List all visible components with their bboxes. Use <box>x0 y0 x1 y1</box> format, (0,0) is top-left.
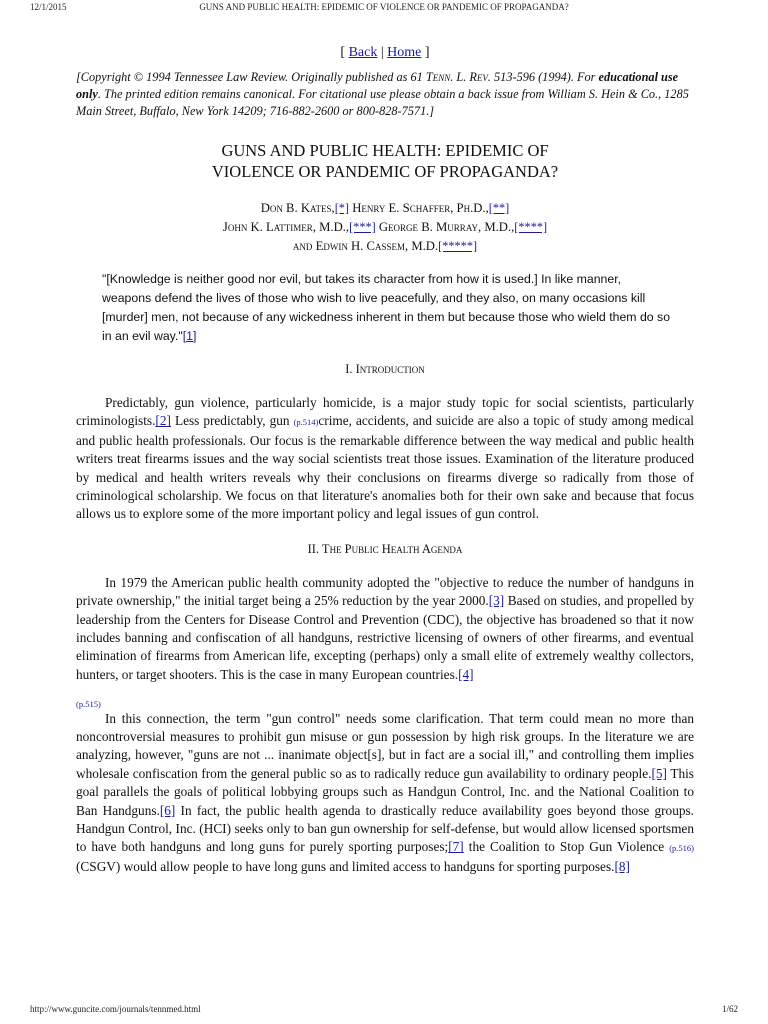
author-list <box>76 199 694 256</box>
article-title-line2: VIOLENCE OR PANDEMIC OF PROPAGANDA? <box>211 162 559 181</box>
epigraph-quote <box>102 270 672 346</box>
back-link[interactable]: Back <box>348 45 378 60</box>
print-header <box>0 2 768 16</box>
footnote-link-7[interactable]: [7] <box>448 839 464 855</box>
page-content <box>76 44 694 890</box>
nav-separator: | <box>377 45 388 60</box>
educational-use-notice: educational use only <box>76 70 679 101</box>
paragraph-text: Predictably, gun violence, particularly homicide, is a major study topic for social scientists, particularly criminologists. <box>76 395 694 429</box>
article-title <box>76 140 694 182</box>
paragraph-text: crime, accidents, and suicide are also a topic of study among medical and public health professionals. Our focus is the remarkable difference between the way medical and public health writers treat firearms issues and the way social scientists treat those issues. Examination of the literature produced by medical and health writers reveals why their conclusions on firearms diverge so radically from those of criminological scholarship. We focus on that literature's anomalies both for their own sake and because that focus allows us to explore some of the more important policy and legal issues of gun control. <box>76 413 694 522</box>
paragraph-text: This goal parallels the goals of political lobbying groups such as Handgun Control, Inc. and the National Coalition to Ban Handguns. <box>76 765 694 818</box>
footnote-link-1[interactable]: [1] <box>182 329 197 343</box>
page-url: http://www.guncite.com/journals/tennmed.html <box>30 1004 201 1014</box>
paragraph-text: Based on studies, and propelled by leadership from the Centers for Disease Control and Prevention (CDC), the objective has broadened so that it now includes banning and confiscation of all handguns, restrictive licensing of owners of other firearms, and eventual elimination of firearms from American life, excepting (perhaps) only a small elite of extremely wealthy collectors, hunters, or target shooters. This is the case in many European countries. <box>76 593 694 682</box>
nav-bracket-open: [ <box>340 45 349 60</box>
section-heading-public-health-agenda: II. The Public Health Agenda <box>307 541 463 556</box>
copyright-text-3: . The printed edition remains canonical. For citational use please obtain a back issue from William S. Hein & Co., 1285 Main Street, Buffalo, New York 14209; 716-882-2600 or 800-828-7571.] <box>76 87 689 118</box>
paragraph-text: (CSGV) would allow people to have long guns and limited access to handguns for sporting purposes. <box>76 858 615 874</box>
agenda-paragraph-1 <box>76 574 694 684</box>
footnote-link-6[interactable]: [6] <box>159 802 176 818</box>
print-date: 12/1/2015 <box>30 2 67 12</box>
nav-bar <box>76 44 694 62</box>
author-note-link-1[interactable]: [*] <box>334 201 350 215</box>
paragraph-text: In this connection, the term "gun control" needs some clarification. That term could mean no more than noncontroversial measures to prohibit gun misuse or gun possession by high risk groups. In the literature we are analyzing, however, "guns are not ... inanimate object[s], but in fact are a social ill," and controlling them implies wholesale confiscation from the general public so as to radically reduce gun availability to ordinary people. <box>76 710 694 781</box>
section-heading-introduction: I. Introduction <box>345 362 425 376</box>
nav-bracket-close: ] <box>421 45 430 60</box>
paragraph-text: Less predictably, gun <box>170 413 294 429</box>
author-note-link-2[interactable]: [**] <box>488 201 510 215</box>
page-marker-516: (p.516) <box>669 843 695 854</box>
author-note-link-3[interactable]: [***] <box>349 220 376 234</box>
author-cassem: and Edwin H. Cassem, M.D. <box>292 239 439 253</box>
paragraph-text: In 1979 the American public health community adopted the "objective to reduce the number of handguns in private ownership," the initial target being a 25% reduction by the year 2000. <box>76 574 694 609</box>
page-number: 1/62 <box>721 1004 738 1014</box>
page-marker-515: (p.515) <box>76 698 101 709</box>
footnote-link-5[interactable]: [5] <box>651 765 667 781</box>
article-title-line1: GUNS AND PUBLIC HEALTH: EPIDEMIC OF <box>221 141 549 160</box>
journal-name: Tenn. L. Rev. <box>425 70 491 84</box>
footnote-link-2[interactable]: [2] <box>155 413 171 429</box>
footnote-link-4[interactable]: [4] <box>458 666 474 682</box>
copyright-notice <box>76 69 694 120</box>
introduction-paragraph <box>76 394 694 524</box>
paragraph-text: In fact, the public health agenda to drastically reduce availability goes beyond those groups. Handgun Control, Inc. (HCI) seeks only to ban gun ownership for self-defense, but would allow licensed sportsmen to have both handguns and long guns for purely sporting purposes; <box>76 802 694 855</box>
epigraph-text: "[Knowledge is neither good nor evil, but takes its character from how it is used.] In like manner, weapons defend the lives of those who wish to live peacefully, and they also, on many occasions kill [murder] men, not because of any wickedness inherent in them but because those who wield them do so in an evil way." <box>102 272 671 343</box>
author-lattimer: John K. Lattimer, M.D., <box>222 220 350 234</box>
home-link[interactable]: Home <box>387 45 422 60</box>
print-footer <box>0 1004 768 1018</box>
author-note-link-5[interactable]: [*****] <box>438 239 478 253</box>
copyright-text: [Copyright © 1994 Tennessee Law Review. Originally published as 61 <box>76 70 426 84</box>
author-schaffer: Henry E. Schaffer, Ph.D., <box>349 201 489 215</box>
author-murray: George B. Murray, M.D., <box>375 220 515 234</box>
agenda-paragraph-2 <box>76 710 694 877</box>
print-doc-title: GUNS AND PUBLIC HEALTH: EPIDEMIC OF VIOLENCE OR PANDEMIC OF PROPAGANDA? <box>199 2 569 12</box>
author-kates: Don B. Kates, <box>260 201 335 215</box>
paragraph-text: the Coalition to Stop Gun Violence <box>463 839 670 855</box>
footnote-link-3[interactable]: [3] <box>488 593 505 609</box>
footnote-link-8[interactable]: [8] <box>614 858 630 874</box>
author-note-link-4[interactable]: [****] <box>514 220 548 234</box>
page-marker-514: (p.514) <box>293 417 319 428</box>
copyright-text-2: 513-596 (1994). For <box>490 70 599 84</box>
